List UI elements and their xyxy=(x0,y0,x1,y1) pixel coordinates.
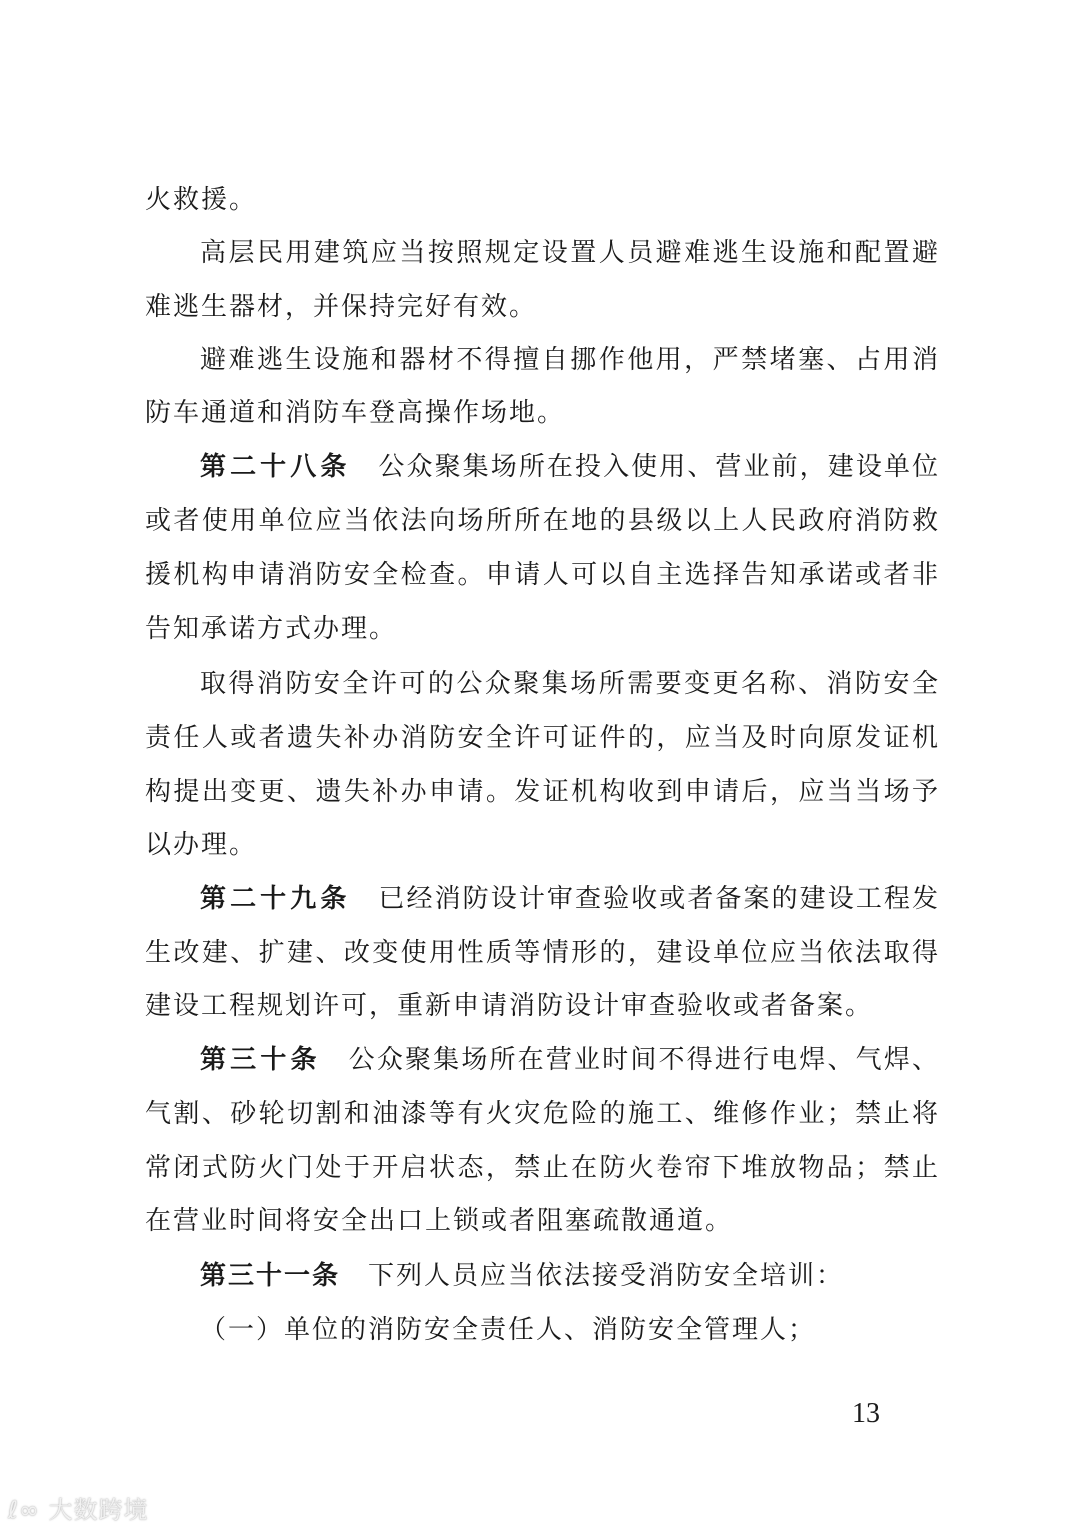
text-line xyxy=(145,558,938,592)
article-heading-line xyxy=(200,1259,938,1293)
line-text: 公众聚集场所在投入使用、营业前，建设单位 xyxy=(378,452,938,482)
article-heading-line xyxy=(200,882,938,916)
article-heading-line xyxy=(200,450,938,484)
line-text: 已经消防设计审查验收或者备案的建设工程发 xyxy=(378,884,938,914)
line-text: 或者使用单位应当依法向场所所在地的县级以上人民政府消防救 xyxy=(145,506,938,536)
line-text: 援机构申请消防安全检查。申请人可以自主选择告知承诺或者非 xyxy=(145,560,938,590)
line-text: 火救援。 xyxy=(145,185,258,215)
article-number: 第二十九条 xyxy=(200,884,351,914)
text-line xyxy=(145,828,938,862)
watermark-logo: ℓ∞ 大数跨境 xyxy=(8,1496,149,1524)
line-text: 建设工程规划许可，重新申请消防设计审查验收或者备案。 xyxy=(145,991,874,1021)
text-line xyxy=(145,612,938,646)
text-line xyxy=(200,667,938,701)
article-number: 第三十条 xyxy=(200,1045,321,1075)
line-text: 难逃生器材，并保持完好有效。 xyxy=(145,292,538,322)
text-line xyxy=(200,236,938,270)
text-line xyxy=(145,504,938,538)
text-line xyxy=(145,1151,938,1185)
article-number: 第二十八条 xyxy=(200,452,351,482)
text-line xyxy=(145,721,938,755)
article-heading-line xyxy=(200,1043,938,1077)
line-text: 避难逃生设施和器材不得擅自挪作他用，严禁堵塞、占用消 xyxy=(200,345,938,375)
line-text: 责任人或者遗失补办消防安全许可证件的，应当及时向原发证机 xyxy=(145,723,938,753)
line-text: 生改建、扩建、改变使用性质等情形的，建设单位应当依法取得 xyxy=(145,938,938,968)
line-text: 告知承诺方式办理。 xyxy=(145,614,398,644)
line-text: 公众聚集场所在营业时间不得进行电焊、气焊、 xyxy=(348,1045,938,1075)
text-line xyxy=(145,1204,938,1238)
line-text: 以办理。 xyxy=(145,830,258,860)
line-text: 构提出变更、遗失补办申请。发证机构收到申请后，应当当场予 xyxy=(145,777,938,807)
text-line xyxy=(145,183,938,217)
line-text: 常闭式防火门处于开启状态，禁止在防火卷帘下堆放物品；禁止 xyxy=(145,1153,938,1183)
text-line xyxy=(200,1313,938,1347)
line-text: （一）单位的消防安全责任人、消防安全管理人； xyxy=(200,1315,817,1345)
line-text: 防车通道和消防车登高操作场地。 xyxy=(145,398,566,428)
article-number: 第三十一条 xyxy=(200,1261,341,1291)
watermark-text: 大数跨境 xyxy=(48,1496,149,1524)
line-text: 取得消防安全许可的公众聚集场所需要变更名称、消防安全 xyxy=(200,669,938,699)
line-text: 在营业时间将安全出口上锁或者阻塞疏散通道。 xyxy=(145,1206,734,1236)
text-line xyxy=(145,396,938,430)
text-line xyxy=(200,343,938,377)
text-line xyxy=(145,290,938,324)
line-text: 高层民用建筑应当按照规定设置人员避难逃生设施和配置避 xyxy=(200,238,938,268)
line-text: 下列人员应当依法接受消防安全培训： xyxy=(368,1261,845,1291)
text-line xyxy=(145,775,938,809)
line-text: 气割、砂轮切割和油漆等有火灾危险的施工、维修作业；禁止将 xyxy=(145,1099,938,1129)
text-line xyxy=(145,989,938,1023)
page-number: 13 xyxy=(852,1398,880,1429)
text-line xyxy=(145,1097,938,1131)
text-line xyxy=(145,936,938,970)
